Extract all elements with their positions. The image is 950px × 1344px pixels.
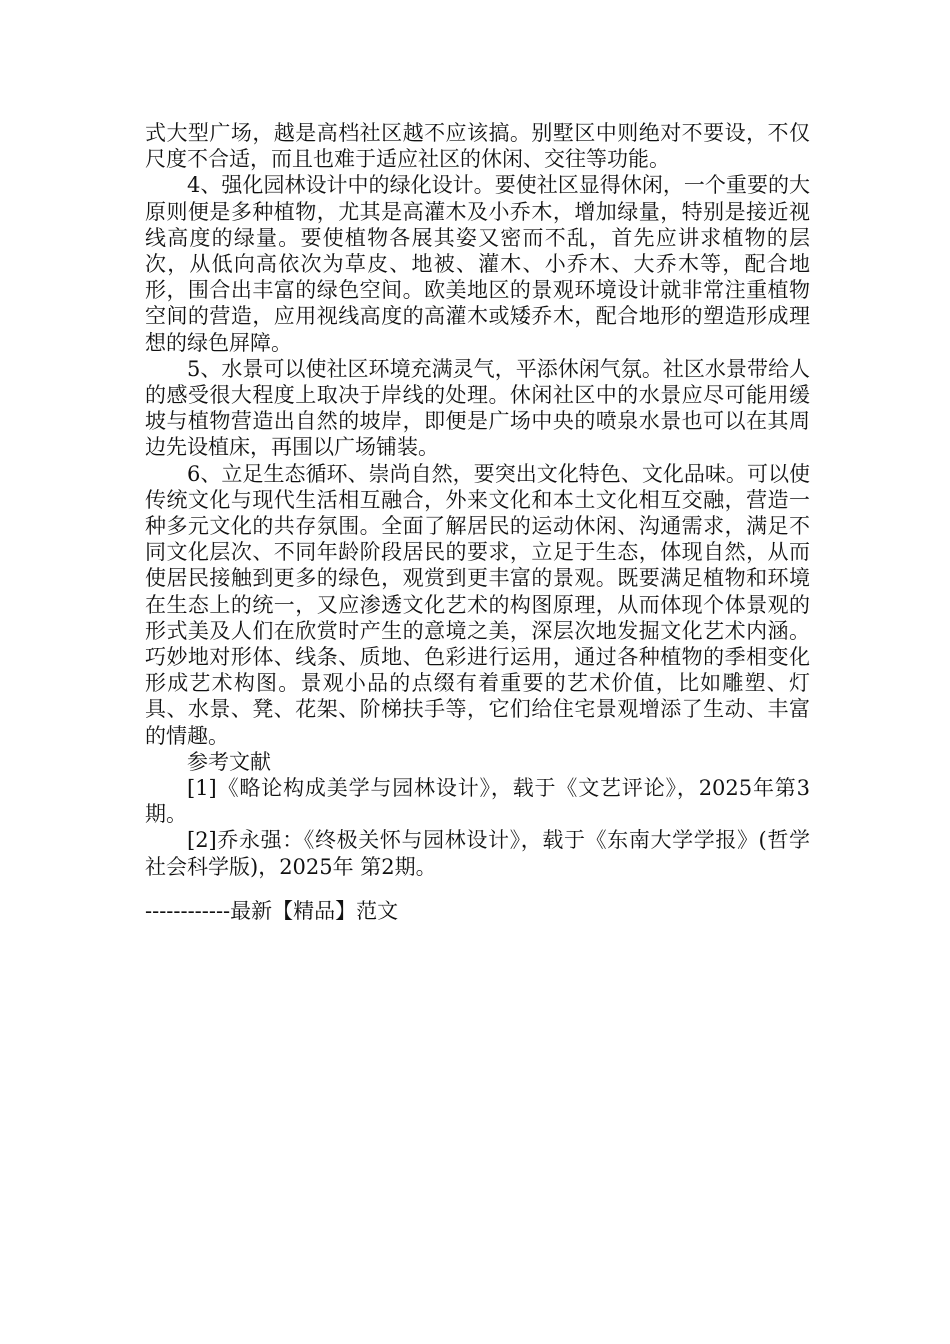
document-body — [145, 120, 810, 880]
paragraph-ecology-culture: 6、立足生态循环、崇尚自然，要突出文化特色、文化品味。可以使传统文化与现代生活相互融合，外来文化和本土文化相互交融，营造一种多元文化的共存氛围。全面了解居民的运动休闲、沟通需求，满足不同文化层次、不同年龄阶段居民的要求，立足于生态，体现自然，从而使居民接触到更多的绿色，观赏到更丰富的景观。既要满足植物和环境在生态上的统一，又应渗透文化艺术的构图原理，从而体现个体景观的形式美及人们在欣赏时产生的意境之美，深层次地发掘文化艺术内涵。巧妙地对形体、线条、质地、色彩进行运用，通过各种植物的季相变化形成艺术构图。景观小品的点缀有着重要的艺术价值，比如雕塑、灯具、水景、凳、花架、阶梯扶手等，它们给住宅景观增添了生动、丰富的情趣。 — [145, 461, 810, 748]
paragraph-greening-design: 4、强化园林设计中的绿化设计。要使社区显得休闲，一个重要的大原则便是多种植物，尤其是高灌木及小乔木，增加绿量，特别是接近视线高度的绿量。要使植物各展其姿又密而不乱，首先应讲求植物的层次，从低向高依次为草皮、地被、灌木、小乔木、大乔木等，配合地形，围合出丰富的绿色空间。欧美地区的景观环境设计就非常注重植物空间的营造，应用视线高度的高灌木或矮乔木，配合地形的塑造形成理想的绿色屏障。 — [145, 173, 810, 355]
reference-item-1: [1]《略论构成美学与园林设计》，载于《文艺评论》，2025年第3期。 — [145, 776, 810, 827]
page-footer: ------------最新【精品】范文 — [145, 899, 399, 923]
reference-item-2: [2]乔永强：《终极关怀与园林设计》，载于《东南大学学报》(哲学社会科学版)，2025年 第2期。 — [145, 828, 810, 879]
paragraph-continuation: 式大型广场，越是高档社区越不应该搞。别墅区中则绝对不要设，不仅尺度不合适，而且也难于适应社区的休闲、交往等功能。 — [145, 121, 810, 172]
references-heading: 参考文献 — [187, 749, 271, 774]
paragraph-waterscape: 5、水景可以使社区环境充满灵气，平添休闲气氛。社区水景带给人的感受很大程度上取决于岸线的处理。休闲社区中的水景应尽可能用缓坡与植物营造出自然的坡岸，即便是广场中央的喷泉水景也可以在其周边先设植床，再围以广场铺装。 — [145, 356, 810, 460]
